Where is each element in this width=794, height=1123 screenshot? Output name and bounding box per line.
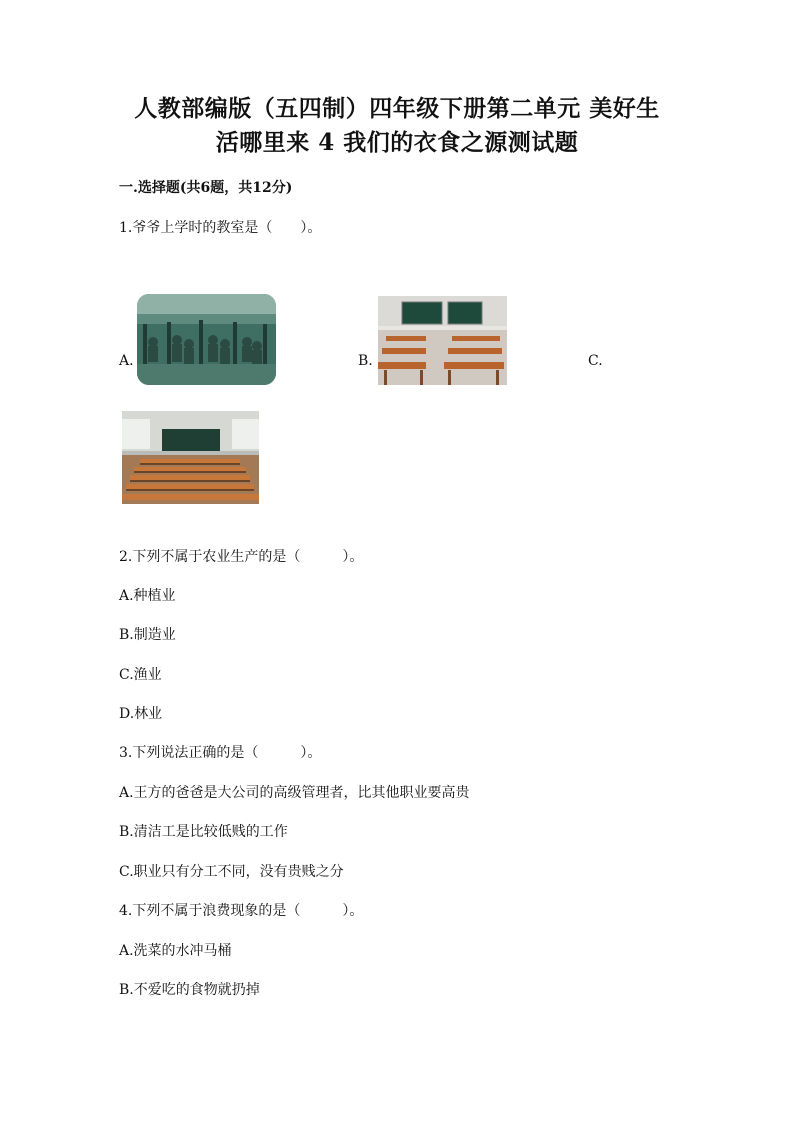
page-title-line-1: 人教部编版（五四制）四年级下册第二单元 美好生 — [134, 95, 660, 122]
lecture-hall-photo — [122, 411, 259, 504]
question-3-option-b[interactable]: B.清洁工是比较低贱的工作 — [119, 824, 288, 840]
question-4-option-b[interactable]: B.不爱吃的食物就扔掉 — [119, 982, 260, 998]
question-2-option-c[interactable]: C.渔业 — [119, 667, 162, 683]
question-2-option-b[interactable]: B.制造业 — [119, 627, 176, 643]
question-4-option-a[interactable]: A.洗菜的水冲马桶 — [119, 943, 232, 959]
page-title — [0, 92, 794, 160]
question-4-text: 4.下列不属于浪费现象的是（ ）。 — [119, 903, 364, 919]
question-3-text: 3.下列说法正确的是（ ）。 — [119, 745, 322, 761]
question-1-option-c-label[interactable]: C. — [588, 353, 603, 369]
question-3-option-a[interactable]: A.王方的爸爸是大公司的高级管理者，比其他职业要高贵 — [119, 785, 470, 801]
modern-classroom-photo — [378, 296, 507, 385]
page-title-line-2: 活哪里来 4 我们的衣食之源测试题 — [215, 129, 579, 156]
question-1-text: 1.爷爷上学时的教室是（ ）。 — [119, 220, 322, 236]
old-outdoor-classroom-photo — [137, 294, 276, 385]
question-2-text: 2.下列不属于农业生产的是（ ）。 — [119, 549, 364, 565]
question-1-option-a-label[interactable]: A. — [119, 353, 134, 369]
question-2-option-a[interactable]: A.种植业 — [119, 588, 176, 604]
question-2-option-d[interactable]: D.林业 — [119, 706, 163, 722]
section-heading: 一.选择题(共6题，共12分) — [119, 180, 293, 196]
question-3-option-c[interactable]: C.职业只有分工不同，没有贵贱之分 — [119, 864, 344, 880]
question-1-option-b-label[interactable]: B. — [358, 353, 373, 369]
